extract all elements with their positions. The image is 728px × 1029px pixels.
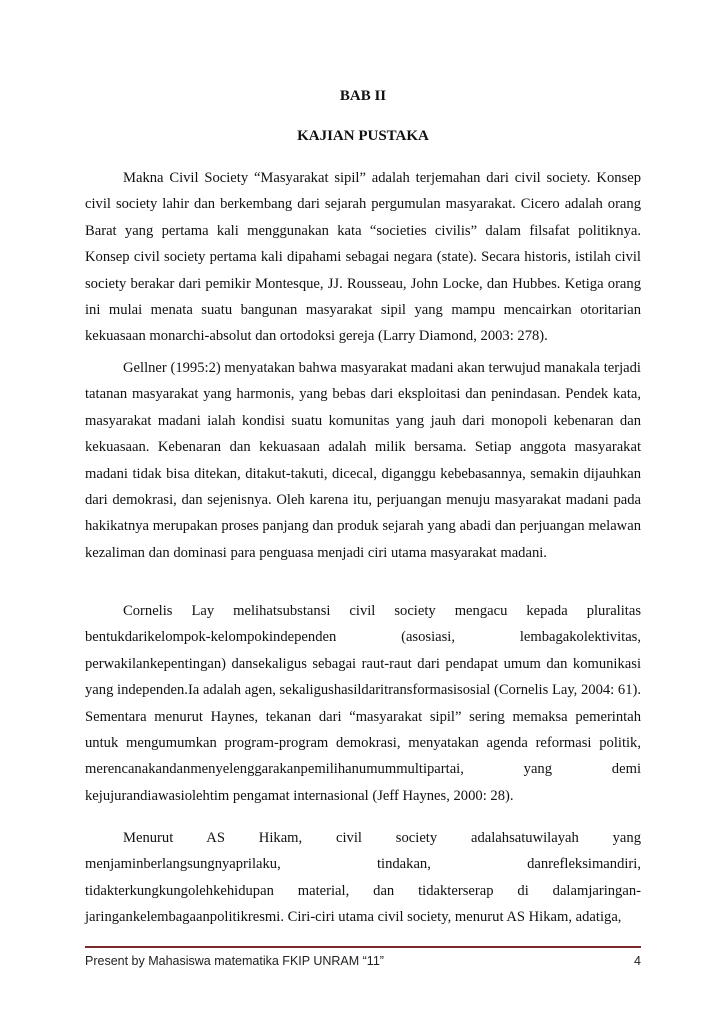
paragraph-3-text: Cornelis Lay melihatsubstansi civil society mengacu kepada pluralitas bentukdarikelompok-kelompokindependen (asosiasi, lembagakolektivitas, perwakilankepentingan) dansekaligus sebagai raut-raut dari pendapat umum dan komunikasi yang independen.Ia adalah agen, sekaligushasildaritransformasisosial (Cornelis Lay, 2004: 61). Sementara menurut Haynes, tekanan dari “masyarakat sipil” sering memaksa pemerintah untuk mengumumkan program-program demokrasi, menyatakan agenda reformasi politik, merencanakandanmenyelenggarakanpemilihanumummultipartai, yang demi kejujurandiawasiolehtim pengamat internasional (Jeff Haynes, 2000: 28). xyxy=(85,603,641,804)
footer-rule xyxy=(85,946,641,948)
section-title: KAJIAN PUSTAKA xyxy=(297,128,429,144)
footer-text: Present by Mahasiswa matematika FKIP UNRAM “11” xyxy=(85,954,384,968)
paragraph-1 xyxy=(85,165,641,350)
paragraph-4-text: Menurut AS Hikam, civil society adalahsatuwilayah yang menjaminberlangsungnyaprilaku, tindakan, danrefleksimandiri, tidakterkungkungolehkehidupan material, dan tidakterserap di dalamjaringan-jaringankelembagaanpolitikresmi. Ciri-ciri utama civil society, menurut AS Hikam, adatiga, xyxy=(85,830,641,926)
page-number: 4 xyxy=(634,954,641,968)
paragraph-2 xyxy=(85,355,641,566)
paragraph-2-text: Gellner (1995:2) menyatakan bahwa masyarakat madani akan terwujud manakala terjadi tatanan masyarakat yang harmonis, yang bebas dari eksploitasi dan penindasan. Pendek kata, masyarakat madani ialah kondisi suatu komunitas yang jauh dari monopoli kebenaran dan kekuasaan. Kebenaran dan kekuasaan adalah milik bersama. Setiap anggota masyarakat madani tidak bisa ditekan, ditakut-takuti, dicecal, diganggu kebebasannya, semakin dijauhkan dari demokrasi, dan sejenisnya. Oleh karena itu, perjuangan menuju masyarakat madani pada hakikatnya merupakan proses panjang dan produk sejarah yang abadi dan perjuangan melawan kezaliman dan dominasi para penguasa menjadi ciri utama masyarakat madani. xyxy=(85,360,641,561)
paragraph-4 xyxy=(85,825,641,931)
paragraph-3 xyxy=(85,598,641,809)
paragraph-1-text: Makna Civil Society “Masyarakat sipil” adalah terjemahan dari civil society. Konsep civil society lahir dan berkembang dari sejarah pergumulan masyarakat. Cicero adalah orang Barat yang pertama kali menggunakan kata “societies civilis” dalam filsafat politiknya. Konsep civil society pertama kali dipahami sebagai negara (state). Secara historis, istilah civil society berakar dari pemikir Montesque, JJ. Rousseau, John Locke, dan Hubbes. Ketiga orang ini mulai menata suatu bangunan masyarakat sipil yang mampu mencairkan otoritarian kekuasaan monarchi-absolut dan ortodoksi gereja (Larry Diamond, 2003: 278). xyxy=(85,170,641,345)
chapter-heading: BAB II xyxy=(339,88,387,104)
